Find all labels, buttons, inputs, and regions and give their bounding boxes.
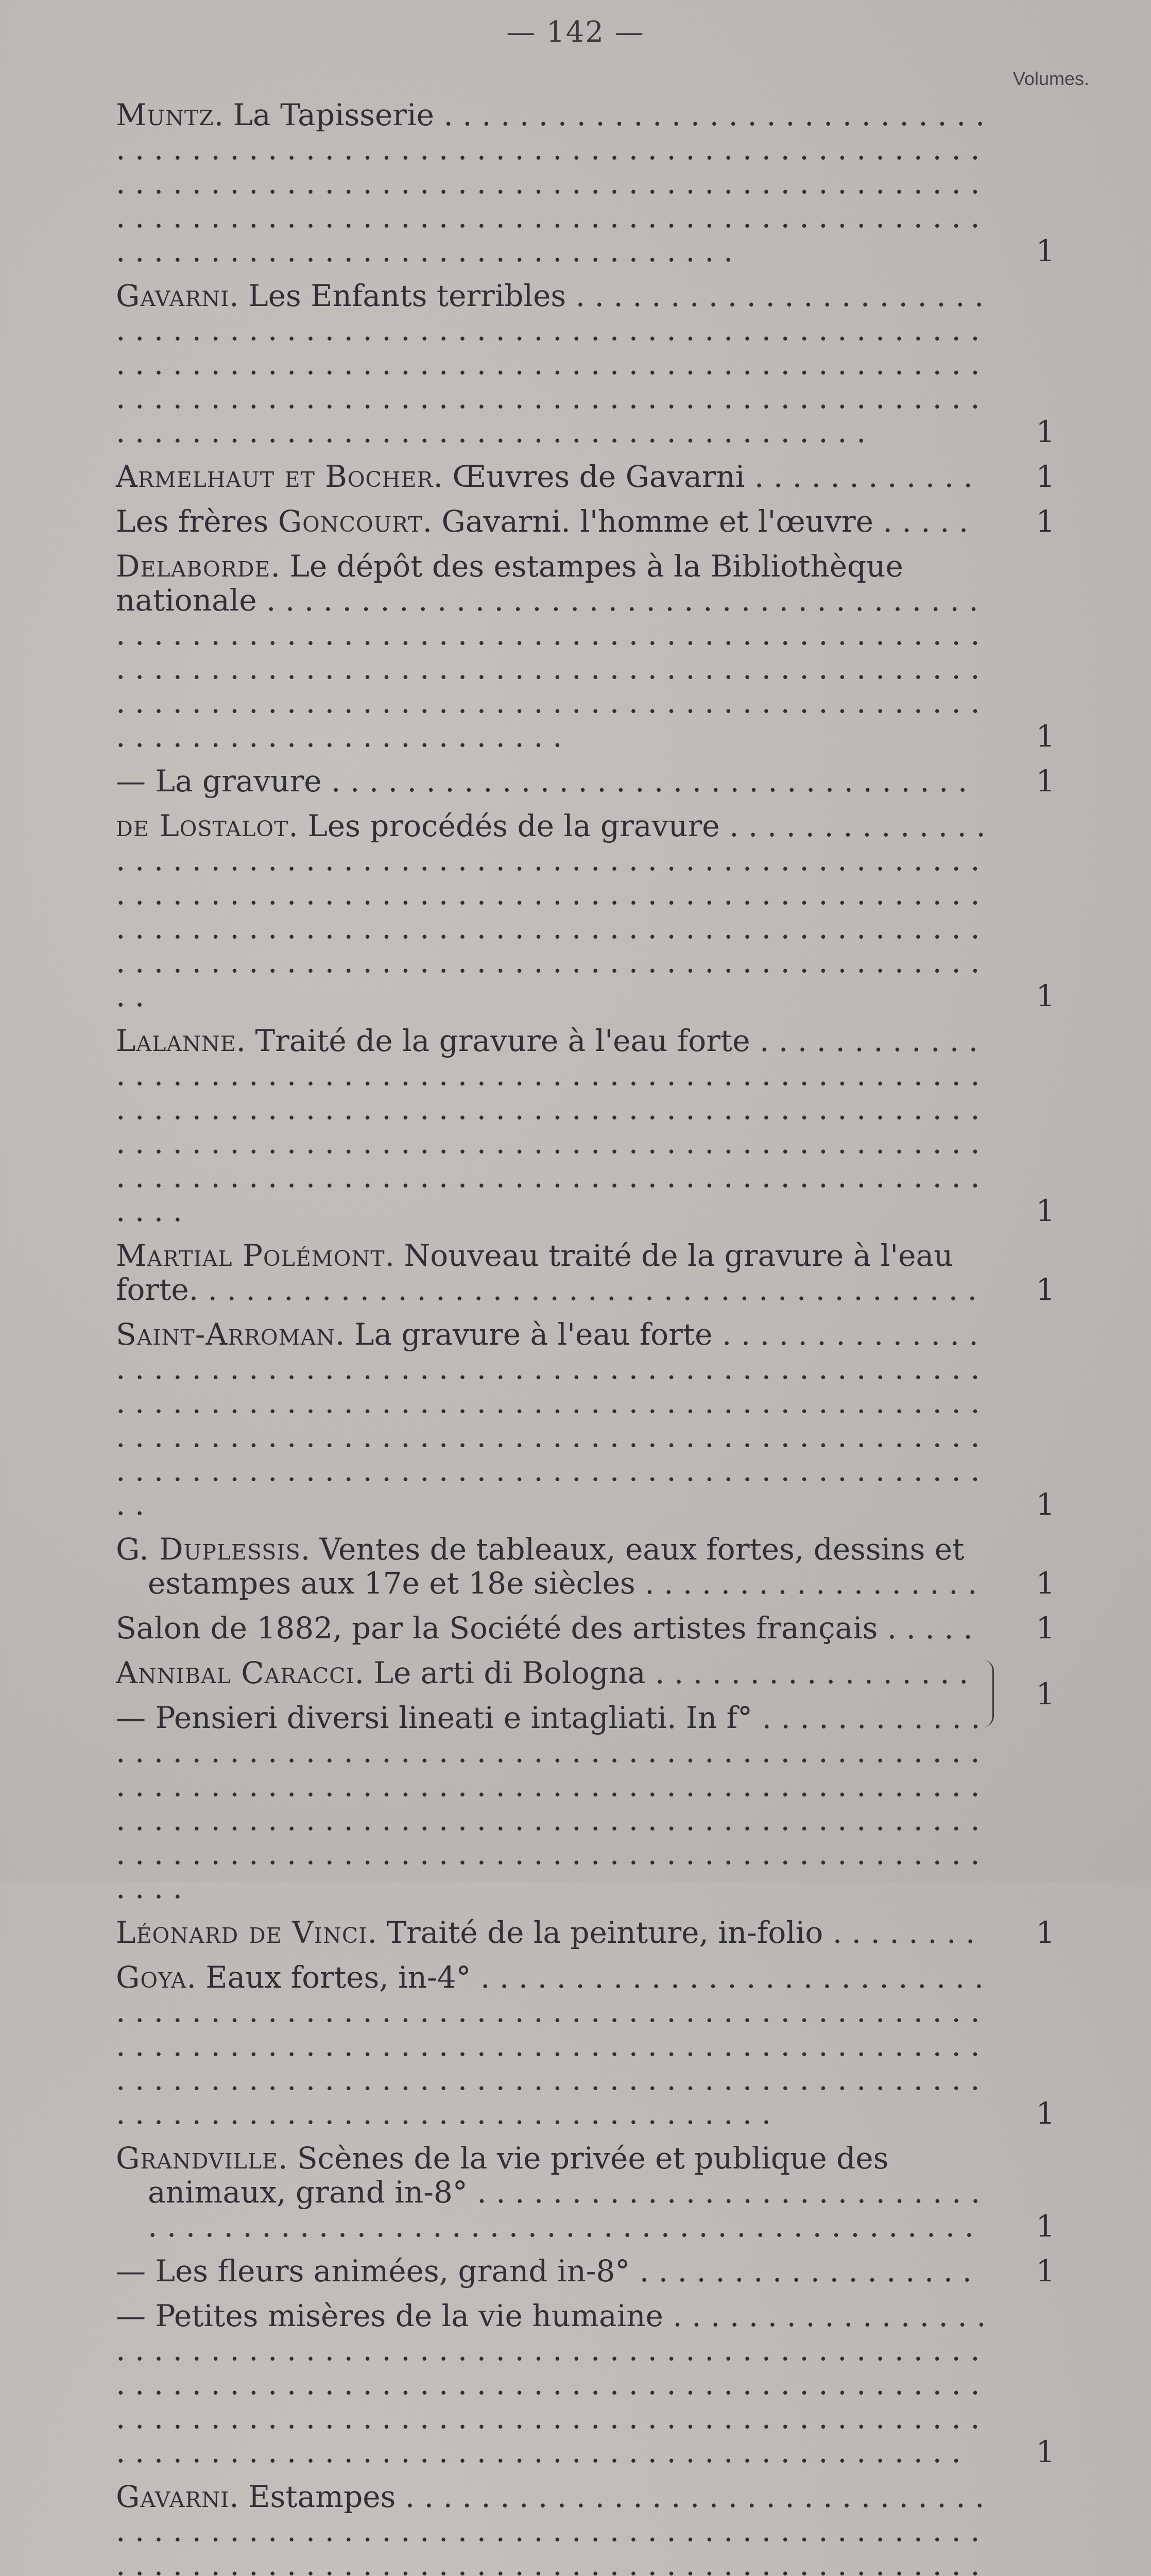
title: La gravure — [155, 764, 322, 799]
title: Petites misères de la vie humaine — [155, 2298, 663, 2333]
volume-count: 1 — [1036, 233, 1055, 268]
list-item: — Les fleurs animées, grand in-8° . . . . . . . . . . . . . . . . . . 1 — [116, 2253, 1055, 2289]
author: Léonard de Vinci — [116, 1915, 368, 1950]
title: Salon de 1882, par la Société des artistes français — [116, 1611, 878, 1646]
volume-count: 1 — [1036, 1676, 1055, 1711]
volume-count: 1 — [1036, 1566, 1055, 1601]
volume-count: 1 — [1036, 2096, 1055, 2131]
author: G. Duplessis — [116, 1532, 301, 1567]
title: La gravure à l'eau forte — [354, 1317, 713, 1352]
volume-count: 1 — [1036, 2434, 1055, 2469]
list-item: Les frères Goncourt. Gavarni. l'homme et l'œuvre . . . . . 1 — [116, 504, 1055, 539]
title: Le arti di Bologna — [373, 1655, 646, 1690]
title: La Tapisserie — [233, 97, 434, 132]
list-item: — Petites misères de la vie humaine . . . . . . . . . . . . . . . . . . . . . . . . . . . . . . . . . . . . . . . . . . . . . . . . . . . . . . . . . . . . . . . . . . . . . . . . . . . . . . . . . . . . . . . . . . . . . . . . . . . . . . . . . . . . . . . . . . . . . . . . . . . . . . . . . . . . . . . . . . . . . . . . . . . . . . . . . . . . . . . . . . . . . . . . . . . . . . . . . . . . . . . . . . . . . . . . . . . . . . . . 1 — [116, 2298, 1055, 2469]
title: Eaux fortes, in-4° — [205, 1960, 471, 1995]
volume-count: 1 — [1036, 2209, 1055, 2244]
author: Annibal Caracci — [116, 1655, 355, 1690]
title: Le dépôt des estampes à la Bibliothèque nationale — [116, 549, 903, 618]
volume-count: 1 — [1036, 719, 1055, 754]
ditto-mark: — — [116, 2298, 146, 2333]
author: Delaborde — [116, 549, 271, 584]
list-item: Armelhaut et Bocher. Œuvres de Gavarni . . . . . . . . . . . . 1 — [116, 459, 1055, 494]
list-item: G. Duplessis. Ventes de tableaux, eaux fortes, dessins et estampes aux 17e et 18e siècles . . . . . . . . . . . . . . . . . . 1 — [116, 1532, 1055, 1601]
title: Pensieri diversi lineati e intagliati. In f° — [155, 1700, 753, 1735]
catalogue-list — [116, 98, 1084, 2576]
volume-count: 1 — [1036, 1915, 1055, 1950]
title: Estampes — [248, 2479, 396, 2514]
author: Goncourt — [278, 504, 423, 539]
brace — [983, 1660, 994, 1727]
volume-count: 1 — [1036, 2253, 1055, 2289]
list-item: Annibal Caracci. Le arti di Bologna . . . . . . . . . . . . . . . . . — [116, 1655, 969, 1690]
prefix: Les frères — [116, 504, 269, 539]
author: Armelhaut et Bocher — [116, 459, 434, 494]
title: Traité de la peinture, in-folio — [386, 1915, 823, 1950]
volume-count: 1 — [1036, 978, 1055, 1013]
list-item: — La gravure . . . . . . . . . . . . . . . . . . . . . . . . . . . . . . . . . . 1 — [116, 764, 1055, 799]
author: Gavarni — [116, 2479, 230, 2514]
title: Ventes de tableaux, eaux fortes, dessins et estampes aux 17e et 18e siècles — [148, 1532, 965, 1601]
author: Muntz — [116, 97, 214, 132]
list-item: Lalanne. Traité de la gravure à l'eau forte . . . . . . . . . . . . . . . . . . . . . . . . . . . . . . . . . . . . . . . . . . . . . . . . . . . . . . . . . . . . . . . . . . . . . . . . . . . . . . . . . . . . . . . . . . . . . . . . . . . . . . . . . . . . . . . . . . . . . . . . . . . . . . . . . . . . . . . . . . . . . . . . . . . . . . . . . . . . . . . . . . . . . . . . . . . . . . . . . . . . . . . . . . . . . . . . . . . . . . . . 1 — [116, 1023, 1055, 1228]
list-item: Grandville. Scènes de la vie privée et publique des animaux, grand in-8° . . . . . . . . . . . . . . . . . . . . . . . . . . . . . . . . . . . . . . . . . . . . . . . . . . . . . . . . . . . . . . . . . . . . . . . 1 — [116, 2141, 1055, 2244]
title: Gavarni. l'homme et l'œuvre — [441, 504, 873, 539]
list-item: Goya. Eaux fortes, in-4° . . . . . . . . . . . . . . . . . . . . . . . . . . . . . . . . . . . . . . . . . . . . . . . . . . . . . . . . . . . . . . . . . . . . . . . . . . . . . . . . . . . . . . . . . . . . . . . . . . . . . . . . . . . . . . . . . . . . . . . . . . . . . . . . . . . . . . . . . . . . . . . . . . . . . . . . . . . . . . . . . . . . . . . . . . . . . . . . . . . . . . . . . . . . . . . . . . . . . . . . 1 — [116, 1960, 1055, 2131]
volume-count: 1 — [1036, 1487, 1055, 1522]
title: Les procédés de la gravure — [307, 808, 720, 843]
list-item: de Lostalot. Les procédés de la gravure . . . . . . . . . . . . . . . . . . . . . . . . . . . . . . . . . . . . . . . . . . . . . . . . . . . . . . . . . . . . . . . . . . . . . . . . . . . . . . . . . . . . . . . . . . . . . . . . . . . . . . . . . . . . . . . . . . . . . . . . . . . . . . . . . . . . . . . . . . . . . . . . . . . . . . . . . . . . . . . . . . . . . . . . . . . . . . . . . . . . . . . . . . . . . . . . . . . . . . . . 1 — [116, 808, 1055, 1013]
title: Œuvres de Gavarni — [452, 459, 745, 494]
volume-count: 1 — [1036, 1193, 1055, 1228]
caracci-group — [116, 1656, 1084, 1905]
title: Traité de la gravure à l'eau forte — [255, 1023, 750, 1058]
list-item: Salon de 1882, par la Société des artistes français . . . . . 1 — [116, 1611, 1055, 1646]
author: de Lostalot — [116, 808, 289, 843]
list-item: Muntz. La Tapisserie . . . . . . . . . . . . . . . . . . . . . . . . . . . . . . . . . . . . . . . . . . . . . . . . . . . . . . . . . . . . . . . . . . . . . . . . . . . . . . . . . . . . . . . . . . . . . . . . . . . . . . . . . . . . . . . . . . . . . . . . . . . . . . . . . . . . . . . . . . . . . . . . . . . . . . . . . . . . . . . . . . . . . . . . . . . . . . . . . . . . . . . . . . . . . . . . . . . . . . . . 1 — [116, 97, 1055, 268]
ditto-mark: — — [116, 2253, 146, 2289]
volume-count: 1 — [1036, 414, 1055, 449]
ditto-mark: — — [116, 1700, 146, 1735]
volume-count: 1 — [1036, 764, 1055, 799]
title: Nouveau traité de la gravure à l'eau forte — [116, 1238, 953, 1307]
volume-count: 1 — [1036, 1611, 1055, 1646]
list-item: Gavarni. Les Enfants terribles . . . . . . . . . . . . . . . . . . . . . . . . . . . . . . . . . . . . . . . . . . . . . . . . . . . . . . . . . . . . . . . . . . . . . . . . . . . . . . . . . . . . . . . . . . . . . . . . . . . . . . . . . . . . . . . . . . . . . . . . . . . . . . . . . . . . . . . . . . . . . . . . . . . . . . . . . . . . . . . . . . . . . . . . . . . . . . . . . . . . . . . . . . . . . . . . . . . . . . . . 1 — [116, 278, 1055, 449]
list-item: Martial Polémont. Nouveau traité de la gravure à l'eau forte. . . . . . . . . . . . . . . . . . . . . . . . . . . . . . . . . . . . . . . . . . 1 — [116, 1238, 1055, 1307]
author: Martial Polémont — [116, 1238, 385, 1273]
title: Scènes de la vie privée et publique des animaux, grand in-8° — [148, 2141, 889, 2210]
list-item: — Pensieri diversi lineati e intagliati. In f° . . . . . . . . . . . . . . . . . . . . . . . . . . . . . . . . . . . . . . . . . . . . . . . . . . . . . . . . . . . . . . . . . . . . . . . . . . . . . . . . . . . . . . . . . . . . . . . . . . . . . . . . . . . . . . . . . . . . . . . . . . . . . . . . . . . . . . . . . . . . . . . . . . . . . . . . . . . . . . . . . . . . . . . . . . . . . . . . . . . . . . . . . . . . . . . . . . . . . . . . — [116, 1700, 981, 1905]
title: Les Enfants terribles — [248, 278, 566, 313]
ditto-mark: — — [116, 764, 146, 799]
author: Grandville — [116, 2141, 279, 2176]
volume-count: 1 — [1036, 459, 1055, 494]
author: Goya — [116, 1960, 187, 1995]
list-item: Gavarni. Estampes . . . . . . . . . . . . . . . . . . . . . . . . . . . . . . . . . . . . . . . . . . . . . . . . . . . . . . . . . . . . . . . . . . . . . . . . . . . . . . . . . . . . . . . . . . . . . . . . . . . . . . . . . . . . . . . . . . . . . . . . . . . — [116, 2479, 985, 2576]
list-item: Delaborde. Le dépôt des estampes à la Bibliothèque nationale . . . . . . . . . . . . . . . . . . . . . . . . . . . . . . . . . . . . . . . . . . . . . . . . . . . . . . . . . . . . . . . . . . . . . . . . . . . . . . . . . . . . . . . . . . . . . . . . . . . . . . . . . . . . . . . . . . . . . . . . . . . . . . . . . . . . . . . . . . . . . . . . . . . . . . . . . . . . . . . . . . . . . . . . . . . . . . . . . . . . . . . . . . . . . . . . . . . . . . . . 1 — [116, 549, 1055, 754]
list-item: Saint-Arroman. La gravure à l'eau forte . . . . . . . . . . . . . . . . . . . . . . . . . . . . . . . . . . . . . . . . . . . . . . . . . . . . . . . . . . . . . . . . . . . . . . . . . . . . . . . . . . . . . . . . . . . . . . . . . . . . . . . . . . . . . . . . . . . . . . . . . . . . . . . . . . . . . . . . . . . . . . . . . . . . . . . . . . . . . . . . . . . . . . . . . . . . . . . . . . . . . . . . . . . . . . . . . . . . . . . . 1 — [116, 1317, 1055, 1522]
author: Saint-Arroman — [116, 1317, 336, 1352]
volume-count: 1 — [1036, 1272, 1055, 1307]
page-number: — 142 — — [506, 15, 645, 49]
list-item: Léonard de Vinci. Traité de la peinture, in-folio . . . . . . . . 1 — [116, 1915, 1055, 1950]
author: Gavarni — [116, 278, 230, 313]
author: Lalanne — [116, 1023, 236, 1058]
volume-count: 1 — [1036, 504, 1055, 539]
title: Les fleurs animées, grand in-8° — [155, 2253, 630, 2289]
volumes-column-header: Volumes. — [1012, 68, 1089, 89]
